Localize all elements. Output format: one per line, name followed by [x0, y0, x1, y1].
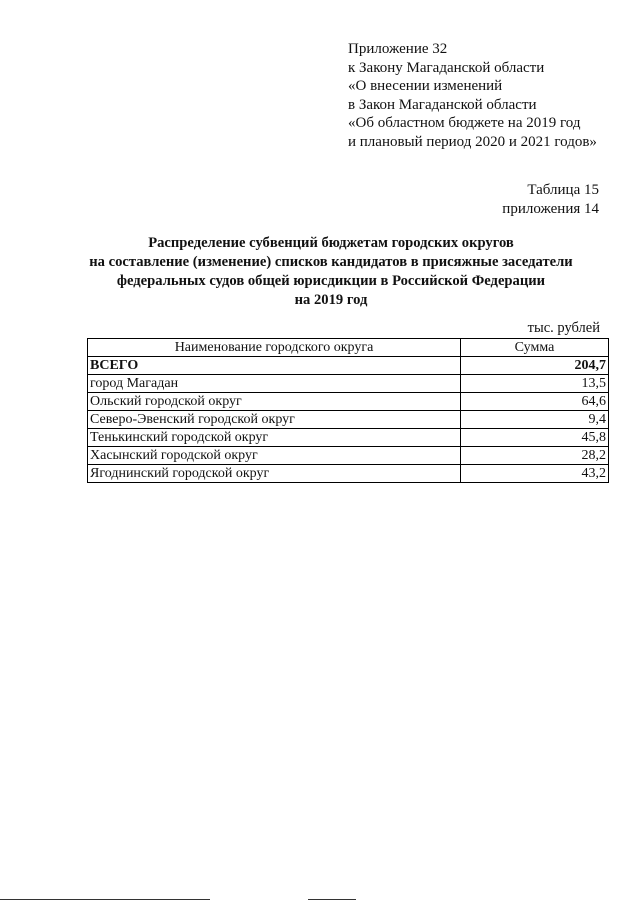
row-sum: 28,2 [461, 447, 609, 465]
row-sum: 9,4 [461, 411, 609, 429]
column-header-sum: Сумма [461, 339, 609, 357]
annex-line: к Закону Магаданской области [348, 59, 545, 76]
row-name: Ягоднинский городской округ [88, 465, 461, 483]
row-name: Тенькинский городской округ [88, 429, 461, 447]
row-sum: 64,6 [461, 393, 609, 411]
table-row [88, 375, 609, 393]
row-name: ВСЕГО [88, 357, 461, 375]
table-header-row [88, 339, 609, 357]
distribution-table [87, 338, 609, 483]
row-name: город Магадан [88, 375, 461, 393]
title-line: федеральных судов общей юрисдикции в Российской Федерации [116, 273, 546, 289]
row-name: Ольский городской округ [88, 393, 461, 411]
annex-line: и плановый период 2020 и 2021 годов» [348, 133, 597, 150]
column-header-name: Наименование городского округа [88, 339, 461, 357]
row-sum: 13,5 [461, 375, 609, 393]
table-row [88, 429, 609, 447]
annex-line: «О внесении изменений [348, 78, 503, 95]
title-line: на 2019 год [294, 292, 368, 308]
row-name: Хасынский городской округ [88, 447, 461, 465]
row-name: Северо-Эвенский городской округ [88, 411, 461, 429]
title-line: Распределение субвенций бюджетам городских округов [148, 235, 514, 251]
scan-edge-line [0, 899, 210, 900]
table-row-total [88, 357, 609, 375]
annex-line: Приложение 32 [348, 41, 448, 57]
annex-line: в Закон Магаданской области [348, 96, 537, 113]
table-row [88, 447, 609, 465]
annex-line: «Об областном бюджете на 2019 год [348, 115, 581, 132]
table-appendix: приложения 14 [502, 201, 599, 217]
scan-edge-line [308, 899, 356, 900]
table-number: Таблица 15 [527, 182, 599, 198]
row-sum: 204,7 [461, 357, 609, 375]
title-line: на составление (изменение) списков кандидатов в присяжные заседатели [89, 254, 573, 270]
annex-header [348, 40, 597, 152]
unit-label: тыс. рублей [527, 320, 600, 336]
table-row [88, 411, 609, 429]
table-row [88, 393, 609, 411]
table-row [88, 465, 609, 483]
table-reference [502, 181, 599, 219]
row-sum: 43,2 [461, 465, 609, 483]
row-sum: 45,8 [461, 429, 609, 447]
document-title [60, 234, 602, 310]
